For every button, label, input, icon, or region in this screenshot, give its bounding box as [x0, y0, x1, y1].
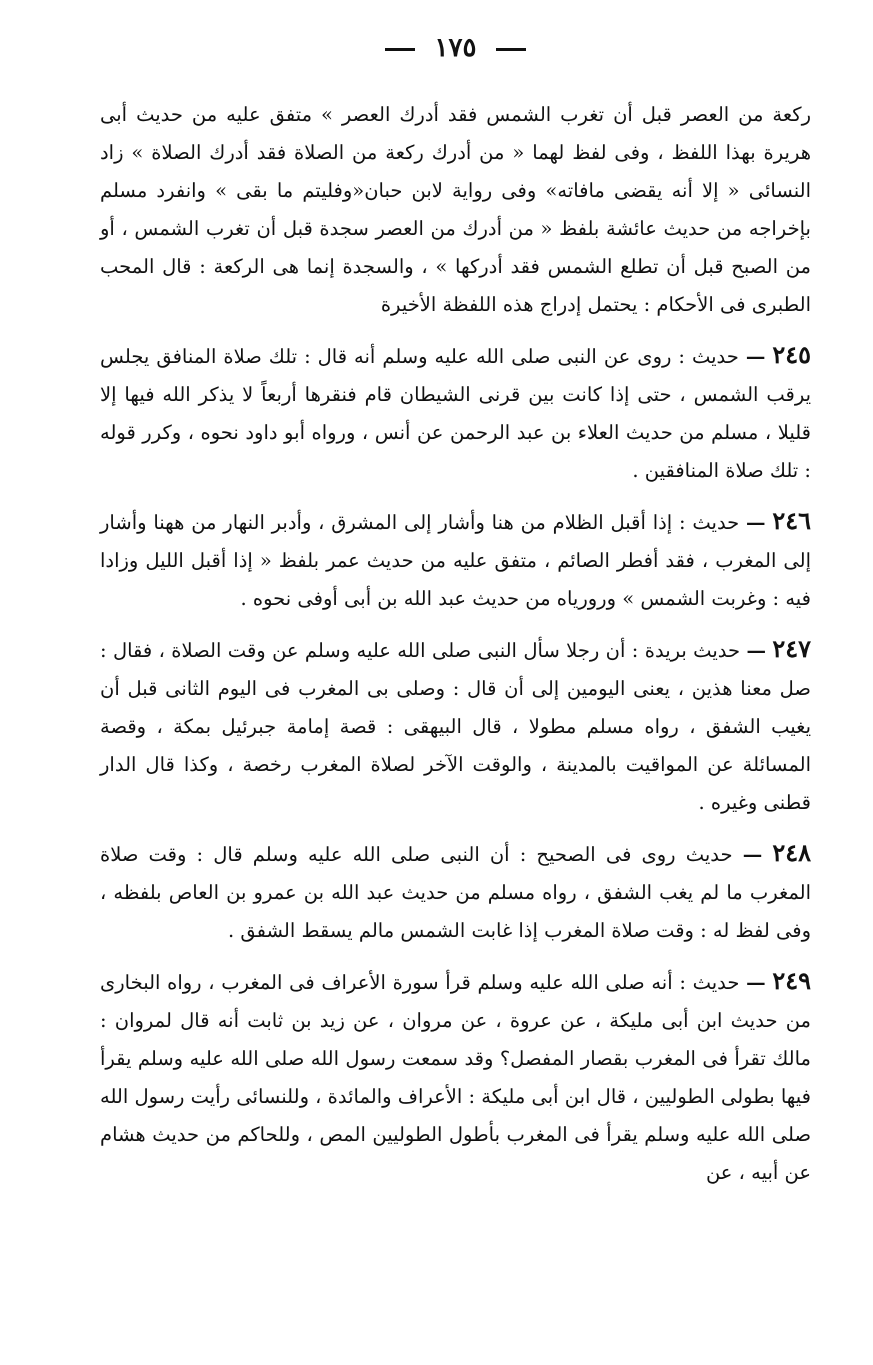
- hadith-paragraph: [100, 962, 811, 1192]
- dash-separator: —: [745, 345, 766, 368]
- hadith-text: حديث روى فى الصحيح : أن النبى صلى الله عليه وسلم قال : وقت صلاة المغرب ما لم يغب الشفق ، رواه مسلم من حديث عبد الله بن عمرو بن العاص بلفظه ، وفى لفظ له : وقت صلاة المغرب إذا غابت الشمس مالم يسقط الشفق .: [100, 843, 811, 942]
- hadith-number: ٢٤٧: [772, 634, 812, 663]
- hadith-number: ٢٤٦: [772, 506, 811, 535]
- dash-separator: —: [746, 511, 766, 534]
- hadith-text: حديث بريدة : أن رجلا سأل النبى صلى الله عليه وسلم عن وقت الصلاة ، فقال : صل معنا هذين ، يعنى اليومين إلى أن قال : وصلى بى المغرب فى اليوم الثانى قبل أن يغيب الشفق ، رواه مسلم مطولا ، قال البيهقى : قصة إمامة جبرئيل بمكة ، وقصة المسائلة عن المواقيت بالمدينة ، والوقت الآخر لصلاة المغرب رخصة ، وكذا قال الدار قطنى وغيره .: [100, 639, 811, 814]
- header-dash-left: [385, 48, 415, 51]
- hadith-number: ٢٤٩: [772, 966, 811, 995]
- hadith-number: ٢٤٨: [772, 838, 812, 867]
- paragraph-text: ركعة من العصر قبل أن تغرب الشمس فقد أدرك العصر » متفق عليه من حديث أبى هريرة بهذا اللفظ ، وفى لفظ لهما « من أدرك ركعة من الصلاة فقد أدرك الصلاة » زاد النسائى « إلا أنه يقضى مافاته» وفى رواية لابن حبان«وفليتم ما بقى » وانفرد مسلم بإخراجه من حديث عائشة بلفظ « من أدرك من العصر سجدة قبل أن تغرب الشمس ، أو من الصبح قبل أن تطلع الشمس فقد أدركها » ، والسجدة إنما هى الركعة : قال المحب الطبرى فى الأحكام : يحتمل إدراج هذه اللفظة الأخيرة: [100, 103, 811, 316]
- hadith-text: حديث : إذا أقبل الظلام من هنا وأشار إلى المشرق ، وأدبر النهار من ههنا وأشار إلى المغرب ، فقد أفطر الصائم ، متفق عليه من حديث عمر بلفظ « إذا أقبل الليل وزادا فيه : وغربت الشمس » ورورياه من حديث عبد الله بن أبى أوفى نحوه .: [100, 511, 811, 610]
- page-number: ١٧٥: [434, 33, 477, 63]
- hadith-paragraph: [100, 630, 811, 822]
- paragraph-intro: [100, 96, 811, 324]
- header-dash-right: [496, 48, 526, 51]
- hadith-paragraph: [100, 502, 811, 618]
- hadith-text: حديث : أنه صلى الله عليه وسلم قرأ سورة الأعراف فى المغرب ، رواه البخارى من حديث ابن أبى مليكة ، عن عروة ، عن مروان ، عن زيد بن ثابت أنه قال لمروان : مالك تقرأ فى المغرب بقصار المفصل؟ وقد سمعت رسول الله صلى الله عليه وسلم يقرأ فيها بطولى الطوليين ، قال ابن أبى مليكة : الأعراف والمائدة ، وللنسائى رأيت رسول الله صلى الله عليه وسلم يقرأ فى المغرب بأطول الطوليين المص ، وللحاكم من حديث هشام عن أبيه ، عن: [100, 971, 811, 1184]
- dash-separator: —: [746, 639, 766, 662]
- hadith-text: حديث : روى عن النبى صلى الله عليه وسلم أنه قال : تلك صلاة المنافق يجلس يرقب الشمس ، حتى إذا كانت بين قرنى الشيطان قام فنقرها أربعاً لا يذكر الله فيها إلا قليلا ، مسلم من حديث العلاء بن عبد الرحمن عن أنس ، ورواه أبو داود نحوه ، وكرر قوله : تلك صلاة المنافقين .: [100, 345, 811, 482]
- dash-separator: —: [742, 843, 763, 866]
- hadith-number: ٢٤٥: [772, 340, 811, 369]
- hadith-paragraph: [100, 834, 811, 950]
- dash-separator: —: [746, 971, 766, 994]
- page-header: [100, 28, 811, 68]
- hadith-paragraph: [100, 336, 811, 490]
